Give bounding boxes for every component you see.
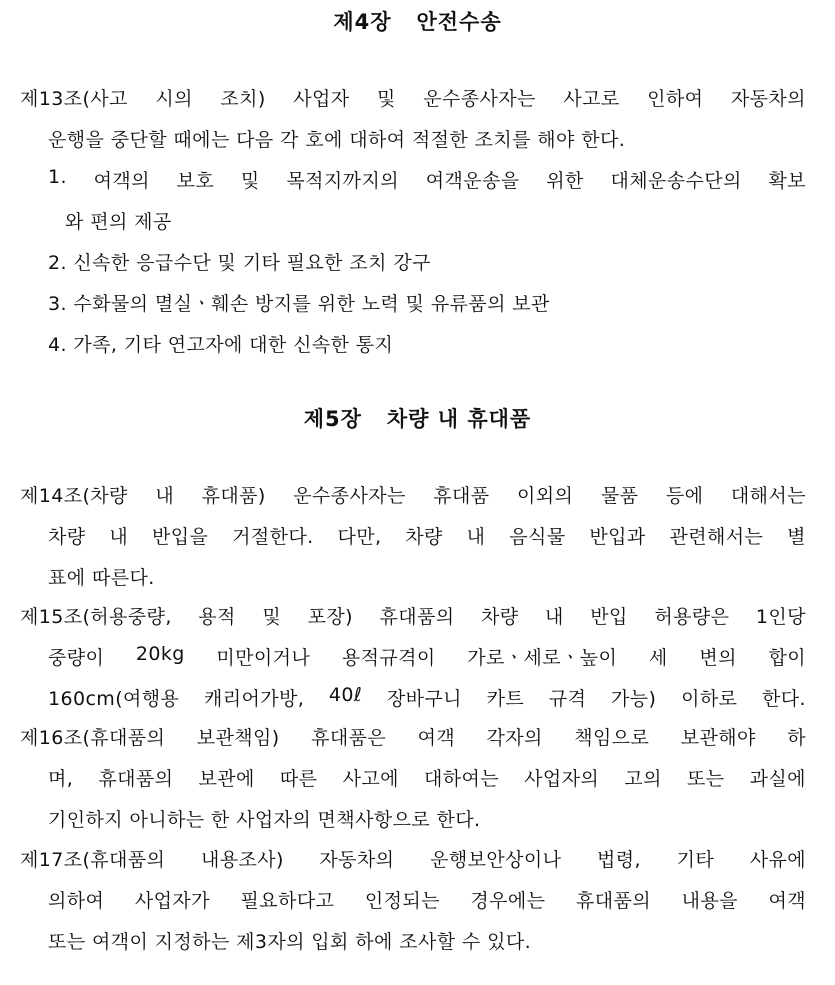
word: 한다. bbox=[762, 688, 806, 710]
word: 제14조(차량 bbox=[20, 485, 128, 507]
word: 여객의 bbox=[93, 170, 150, 192]
word: 보관해야 bbox=[680, 727, 756, 749]
word: 휴대품 bbox=[433, 485, 490, 507]
word: 용적규격이 bbox=[341, 647, 436, 669]
word: 물품 bbox=[600, 485, 639, 507]
word: 시의 bbox=[155, 88, 193, 110]
word: 대해서는 bbox=[730, 485, 806, 507]
word: 기타 bbox=[676, 849, 715, 871]
word: 1인당 bbox=[755, 606, 806, 628]
word: 휴대품은 bbox=[311, 727, 387, 749]
word: 차량 bbox=[480, 606, 519, 628]
word: 여객운송을 bbox=[425, 170, 520, 192]
article-15-line-3 bbox=[48, 684, 806, 711]
word: 합이 bbox=[768, 647, 806, 669]
word: 휴대품의 bbox=[98, 768, 174, 790]
word: 또는 bbox=[686, 768, 725, 790]
word: 및 bbox=[262, 606, 282, 628]
word: 하 bbox=[787, 727, 806, 749]
word: 사유에 bbox=[749, 849, 806, 871]
article-17-line-1 bbox=[20, 845, 806, 872]
word: 책임으로 bbox=[574, 727, 650, 749]
item-1-line-2: 와 편의 제공 bbox=[65, 211, 172, 233]
word: 반입을 bbox=[152, 526, 209, 548]
word: 내용을 bbox=[681, 890, 738, 912]
article-17-line-2 bbox=[48, 886, 806, 913]
word: 장바구니 bbox=[386, 688, 462, 710]
word: 거절한다. bbox=[232, 526, 314, 548]
chapter-4-title: 제4장 안전수송 bbox=[333, 10, 502, 34]
word: 휴대품) bbox=[201, 485, 266, 507]
article-15-line-1 bbox=[20, 602, 806, 629]
word: 카트 bbox=[486, 688, 525, 710]
article-15-line-2 bbox=[48, 643, 806, 670]
word: 다만, bbox=[337, 526, 382, 548]
word: 제13조(사고 bbox=[20, 88, 128, 110]
word: 사업자가 bbox=[134, 890, 210, 912]
word: 보관책임) bbox=[196, 727, 280, 749]
word: 확보 bbox=[768, 170, 806, 192]
word: 대하여는 bbox=[423, 768, 500, 790]
word: 운수종사자는 bbox=[293, 485, 406, 507]
word: 사고에 bbox=[342, 768, 399, 790]
word: 인하여 bbox=[647, 88, 704, 110]
word: 사고로 bbox=[563, 88, 620, 110]
word: 과실에 bbox=[749, 768, 806, 790]
word: 포장) bbox=[307, 606, 353, 628]
word: 여객 bbox=[417, 727, 456, 749]
article-16-line-2 bbox=[48, 764, 806, 791]
word: 등에 bbox=[665, 485, 704, 507]
word: 음식물 bbox=[509, 526, 566, 548]
word: 이하로 bbox=[681, 688, 738, 710]
word: 여객 bbox=[768, 890, 806, 912]
word: 운수종사자는 bbox=[423, 88, 536, 110]
article-13-line-2: 운행을 중단할 때에는 다음 각 호에 대하여 적절한 조치를 해야 한다. bbox=[48, 129, 626, 151]
word: 보관에 bbox=[198, 768, 255, 790]
word: 의하여 bbox=[48, 890, 105, 912]
word: 제15조(허용중량, bbox=[20, 606, 172, 628]
word: 사업자의 bbox=[524, 768, 600, 790]
item-2: 2. 신속한 응급수단 및 기타 필요한 조치 강구 bbox=[48, 252, 431, 274]
word: 반입 bbox=[590, 606, 628, 628]
word: 규격 bbox=[548, 688, 587, 710]
word: 캐리어가방, bbox=[204, 688, 305, 710]
chapter-5-title: 제5장 차량 내 휴대품 bbox=[303, 407, 532, 431]
word: 보호 bbox=[176, 170, 215, 192]
word: 40ℓ bbox=[328, 684, 363, 706]
word: 및 bbox=[240, 170, 260, 192]
word: 1. bbox=[48, 166, 67, 188]
word: 필요하다고 bbox=[240, 890, 335, 912]
word: 용적 bbox=[198, 606, 236, 628]
word: 자동차의 bbox=[730, 88, 806, 110]
word: 휴대품의 bbox=[379, 606, 455, 628]
word: 내 bbox=[466, 526, 486, 548]
word: 중량이 bbox=[48, 647, 105, 669]
word: 휴대품의 bbox=[576, 890, 652, 912]
article-16-line-3: 기인하지 아니하는 한 사업자의 면책사항으로 한다. bbox=[48, 809, 481, 831]
word: 20kg bbox=[135, 643, 185, 665]
word: 자동차의 bbox=[319, 849, 395, 871]
word: 사업자 bbox=[293, 88, 350, 110]
word: 허용량은 bbox=[654, 606, 730, 628]
item-3: 3. 수화물의 멸실ㆍ훼손 방지를 위한 노력 및 유류품의 보관 bbox=[48, 293, 550, 315]
word: 법령, bbox=[596, 849, 641, 871]
word: 160cm(여행용 bbox=[48, 688, 180, 710]
article-14-line-1 bbox=[20, 481, 806, 508]
word: 내 bbox=[545, 606, 564, 628]
word: 인정되는 bbox=[364, 890, 440, 912]
word: 변의 bbox=[699, 647, 737, 669]
article-16-line-1 bbox=[20, 723, 806, 750]
item-1-line-1 bbox=[48, 166, 806, 193]
word: 제16조(휴대품의 bbox=[20, 727, 166, 749]
word: 위한 bbox=[546, 170, 584, 192]
word: 차량 bbox=[405, 526, 443, 548]
item-4: 4. 가족, 기타 연고자에 대한 신속한 통지 bbox=[48, 334, 394, 356]
word: 각자의 bbox=[486, 727, 543, 749]
article-13-line-1 bbox=[20, 84, 806, 111]
word: 및 bbox=[376, 88, 396, 110]
word: 따른 bbox=[279, 768, 318, 790]
word: 운행보안상이나 bbox=[430, 849, 562, 871]
word: 내용조사) bbox=[200, 849, 284, 871]
word: 이외의 bbox=[517, 485, 574, 507]
word: 내 bbox=[155, 485, 175, 507]
word: 별 bbox=[787, 526, 806, 548]
word: 고의 bbox=[624, 768, 662, 790]
word: 미만이거나 bbox=[216, 647, 311, 669]
word: 목적지까지의 bbox=[286, 170, 399, 192]
word: 며, bbox=[48, 768, 74, 790]
word: 가로ㆍ세로ㆍ높이 bbox=[467, 647, 618, 669]
article-14-line-3: 표에 따른다. bbox=[48, 567, 155, 589]
word: 관련해서는 bbox=[669, 526, 764, 548]
word: 차량 bbox=[48, 526, 86, 548]
word: 대체운송수단의 bbox=[610, 170, 742, 192]
word: 경우에는 bbox=[470, 890, 546, 912]
word: 반입과 bbox=[589, 526, 646, 548]
word: 조치) bbox=[220, 88, 266, 110]
word: 가능) bbox=[611, 688, 657, 710]
word: 세 bbox=[648, 647, 668, 669]
article-17-line-3: 또는 여객이 지정하는 제3자의 입회 하에 조사할 수 있다. bbox=[48, 931, 532, 953]
article-14-line-2 bbox=[48, 522, 806, 549]
word: 제17조(휴대품의 bbox=[20, 849, 166, 871]
word: 내 bbox=[109, 526, 129, 548]
